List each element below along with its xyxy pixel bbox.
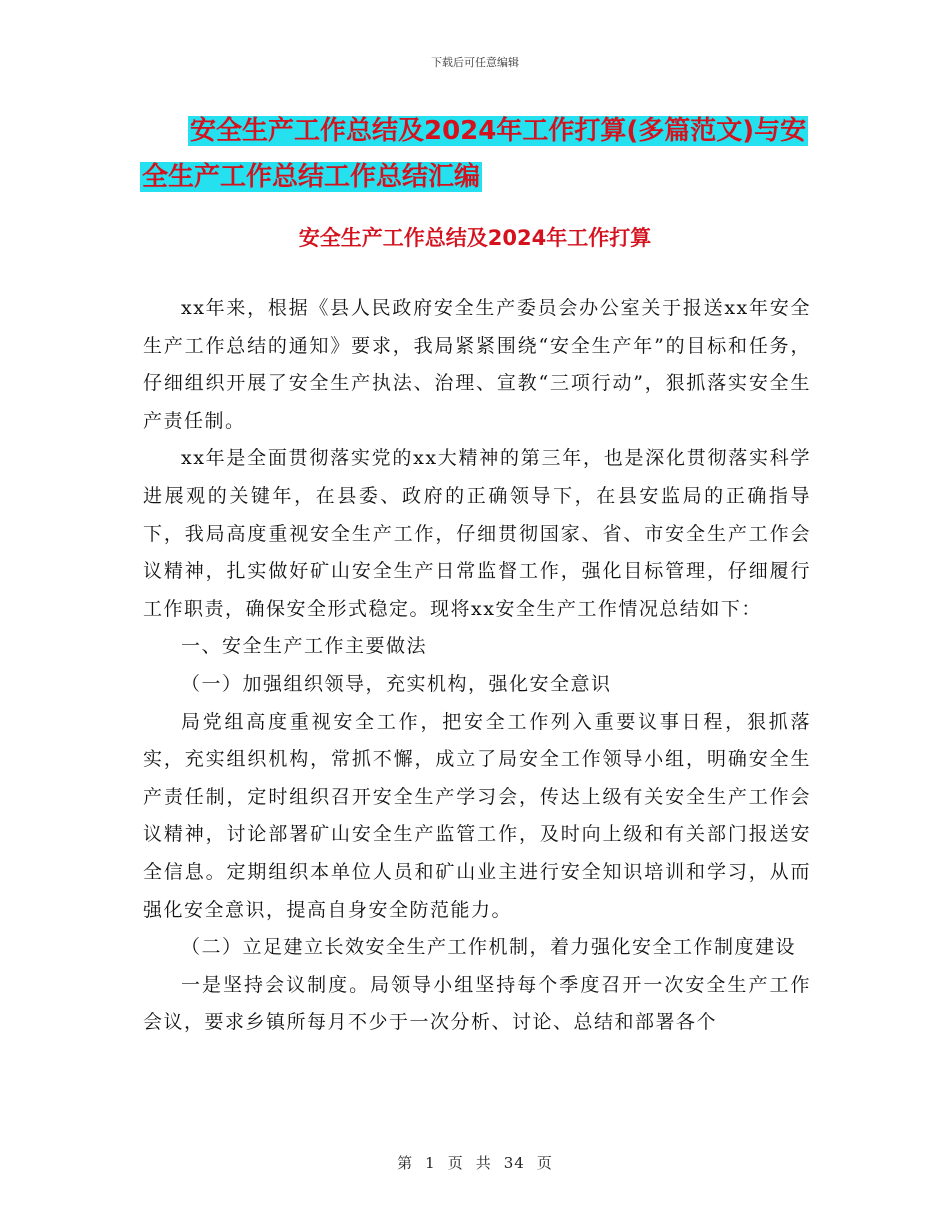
paragraph: xx年是全面贯彻落实党的xx大精神的第三年，也是深化贯彻落实科学进展观的关键年，在县委、政府的正确领导下，在县安监局的正确指导下，我局高度重视安全生产工作，仔细贯彻国家、省、市安全生产工作会议精神，扎实做好矿山安全生产日常监督工作，强化目标管理，仔细履行工作职责，确保安全形式稳定。现将xx安全生产工作情况总结如下： — [143, 447, 811, 620]
paragraph: xx年来，根据《县人民政府安全生产委员会办公室关于报送xx年安全生产工作总结的通知》要求，我局紧紧围绕“安全生产年”的目标和任务，仔细组织开展了安全生产执法、治理、宣教“三项行动”，狠抓落实安全生产责任制。 — [143, 297, 811, 432]
paragraph: 局党组高度重视安全工作，把安全工作列入重要议事日程，狠抓落实，充实组织机构，常抓不懈，成立了局安全工作领导小组，明确安全生产责任制，定时组织召开安全生产学习会，传达上级有关安全生产工作会议精神，讨论部署矿山安全生产监管工作，及时向上级和有关部门报送安全信息。定期组织本单位人员和矿山业主进行安全知识培训和学习，从而强化安全意识，提高自身安全防范能力。 — [143, 710, 811, 921]
total-unit: 页 — [536, 1154, 553, 1172]
page-footer — [0, 1152, 950, 1173]
total-label: 共 — [475, 1154, 492, 1172]
paragraph: 一是坚持会议制度。局领导小组坚持每个季度召开一次安全生产工作会议，要求乡镇所每月不少于一次分析、讨论、总结和部署各个 — [143, 973, 811, 1034]
page-unit: 页 — [447, 1154, 464, 1172]
section-title: 安全生产工作总结及2024年工作打算 — [298, 226, 652, 250]
title-line-2 — [140, 154, 830, 200]
title-line-2-text: 全生产工作总结工作总结汇编 — [142, 162, 481, 192]
subsection-heading: （一）加强组织领导，充实机构，强化安全意识 — [181, 672, 612, 695]
section-heading: 一、安全生产工作主要做法 — [181, 635, 428, 658]
title-line-1-text: 安全生产工作总结及2024年工作打算(多篇范文)与安 — [190, 116, 807, 146]
page-total: 34 — [503, 1154, 525, 1172]
document-body — [143, 290, 811, 1042]
page-header-note: 下载后可任意编辑 — [431, 56, 519, 69]
page-current: 1 — [425, 1154, 436, 1172]
title-line-1 — [140, 108, 830, 154]
subsection-heading: （二）立足建立长效安全生产工作机制，着力强化安全工作制度建设 — [181, 936, 797, 959]
document-title — [140, 108, 830, 200]
page-label: 第 — [397, 1154, 414, 1172]
